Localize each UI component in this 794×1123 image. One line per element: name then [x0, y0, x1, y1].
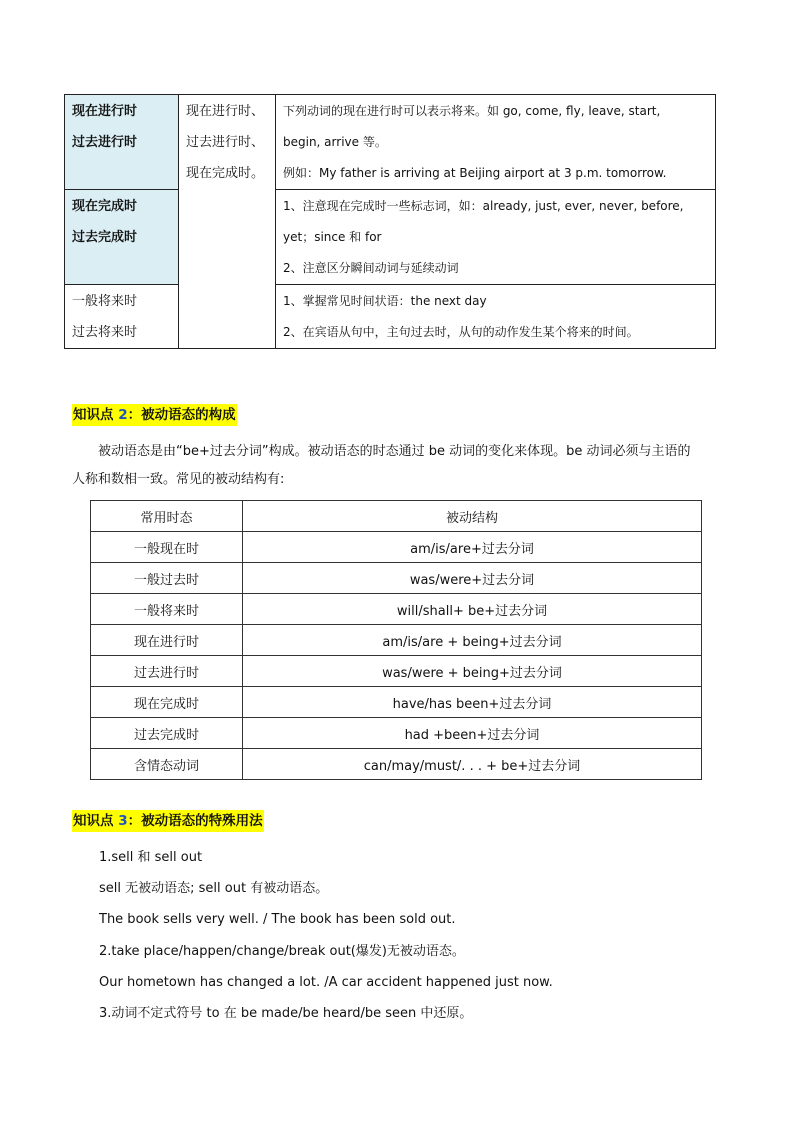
column-header: 被动结构	[243, 501, 702, 532]
structure-cell: will/shall+ be+过去分词	[243, 594, 702, 625]
desc-line: yet；since 和 for	[283, 230, 382, 244]
section3-heading	[72, 810, 264, 832]
structure-cell: am/is/are+过去分词	[243, 532, 702, 563]
tense-table	[64, 94, 716, 349]
tense-name-cell	[65, 190, 179, 285]
table-row	[65, 285, 716, 349]
desc-line: 下列动词的现在进行时可以表示将来。如 go, come, fly, leave, start,	[283, 104, 661, 118]
tense-cell: 一般现在时	[91, 532, 243, 563]
tense-name: 一般将来时	[72, 294, 138, 309]
table-row	[91, 594, 702, 625]
table-row	[91, 532, 702, 563]
section3-label: 知识点	[73, 813, 114, 829]
example-line: 3.动词不定式符号 to 在 be made/be heard/be seen 中还原。	[99, 1006, 473, 1021]
tense-name-cell	[65, 285, 179, 349]
tense-name: 现在完成时	[72, 199, 138, 214]
section3-number: 3	[118, 813, 128, 829]
mid-text: 现在完成时。	[186, 166, 265, 181]
table-row	[91, 563, 702, 594]
section2-label: 知识点	[73, 407, 114, 423]
table-row	[91, 749, 702, 780]
paragraph-line: 被动语态是由“be+过去分词”构成。被动语态的时态通过 be 动词的变化来体现。be 动词必须与主语的	[98, 444, 691, 459]
tense-name: 过去进行时	[72, 135, 138, 150]
tense-name: 过去将来时	[72, 325, 138, 340]
mid-text: 过去进行时、	[186, 135, 265, 150]
tense-desc-cell	[276, 285, 716, 349]
tense-desc-cell	[276, 190, 716, 285]
section2-title: ：被动语态的构成	[127, 407, 236, 423]
desc-line: 2、注意区分瞬间动词与延续动词	[283, 261, 459, 275]
structure-cell: was/were + being+过去分词	[243, 656, 702, 687]
mid-text: 现在进行时、	[186, 104, 265, 119]
example-line: 1.sell 和 sell out	[99, 850, 203, 865]
example-line: sell 无被动语态; sell out 有被动语态。	[99, 881, 329, 896]
tense-cell: 过去完成时	[91, 718, 243, 749]
desc-line: 1、掌握常见时间状语：the next day	[283, 294, 487, 308]
section2-paragraph	[72, 438, 724, 494]
section2-number: 2	[118, 407, 128, 423]
tense-cell: 含情态动词	[91, 749, 243, 780]
table-row	[65, 190, 716, 285]
paragraph-line: 人称和数相一致。常见的被动结构有:	[72, 472, 285, 487]
tense-mid-cell	[179, 95, 276, 349]
section3-title: ：被动语态的特殊用法	[127, 813, 263, 829]
table-row	[91, 687, 702, 718]
table-row	[65, 95, 716, 190]
section2-heading	[72, 404, 237, 426]
tense-cell: 一般将来时	[91, 594, 243, 625]
column-header: 常用时态	[91, 501, 243, 532]
tense-cell: 现在进行时	[91, 625, 243, 656]
structure-cell: had +been+过去分词	[243, 718, 702, 749]
desc-line: 1、注意现在完成时一些标志词，如：already, just, ever, never, before,	[283, 199, 684, 213]
tense-cell: 过去进行时	[91, 656, 243, 687]
tense-name: 现在进行时	[72, 104, 138, 119]
example-line: 2.take place/happen/change/break out(爆发)无被动语态。	[99, 944, 465, 959]
structure-cell: can/may/must/. . . + be+过去分词	[243, 749, 702, 780]
example-line: Our hometown has changed a lot. /A car accident happened just now.	[99, 975, 553, 990]
tense-desc-cell	[276, 95, 716, 190]
passive-table	[90, 500, 702, 780]
tense-name: 过去完成时	[72, 230, 138, 245]
structure-cell: have/has been+过去分词	[243, 687, 702, 718]
structure-cell: was/were+过去分词	[243, 563, 702, 594]
example-line: The book sells very well. / The book has been sold out.	[99, 912, 456, 927]
table-row	[91, 718, 702, 749]
table-header-row	[91, 501, 702, 532]
table-row	[91, 625, 702, 656]
desc-line: 例如：My father is arriving at Beijing airport at 3 p.m. tomorrow.	[283, 166, 667, 180]
desc-line: 2、在宾语从句中，主句过去时，从句的动作发生某个将来的时间。	[283, 325, 639, 339]
structure-cell: am/is/are + being+过去分词	[243, 625, 702, 656]
tense-cell: 一般过去时	[91, 563, 243, 594]
desc-line: begin, arrive 等。	[283, 135, 387, 149]
tense-cell: 现在完成时	[91, 687, 243, 718]
tense-name-cell	[65, 95, 179, 190]
table-row	[91, 656, 702, 687]
